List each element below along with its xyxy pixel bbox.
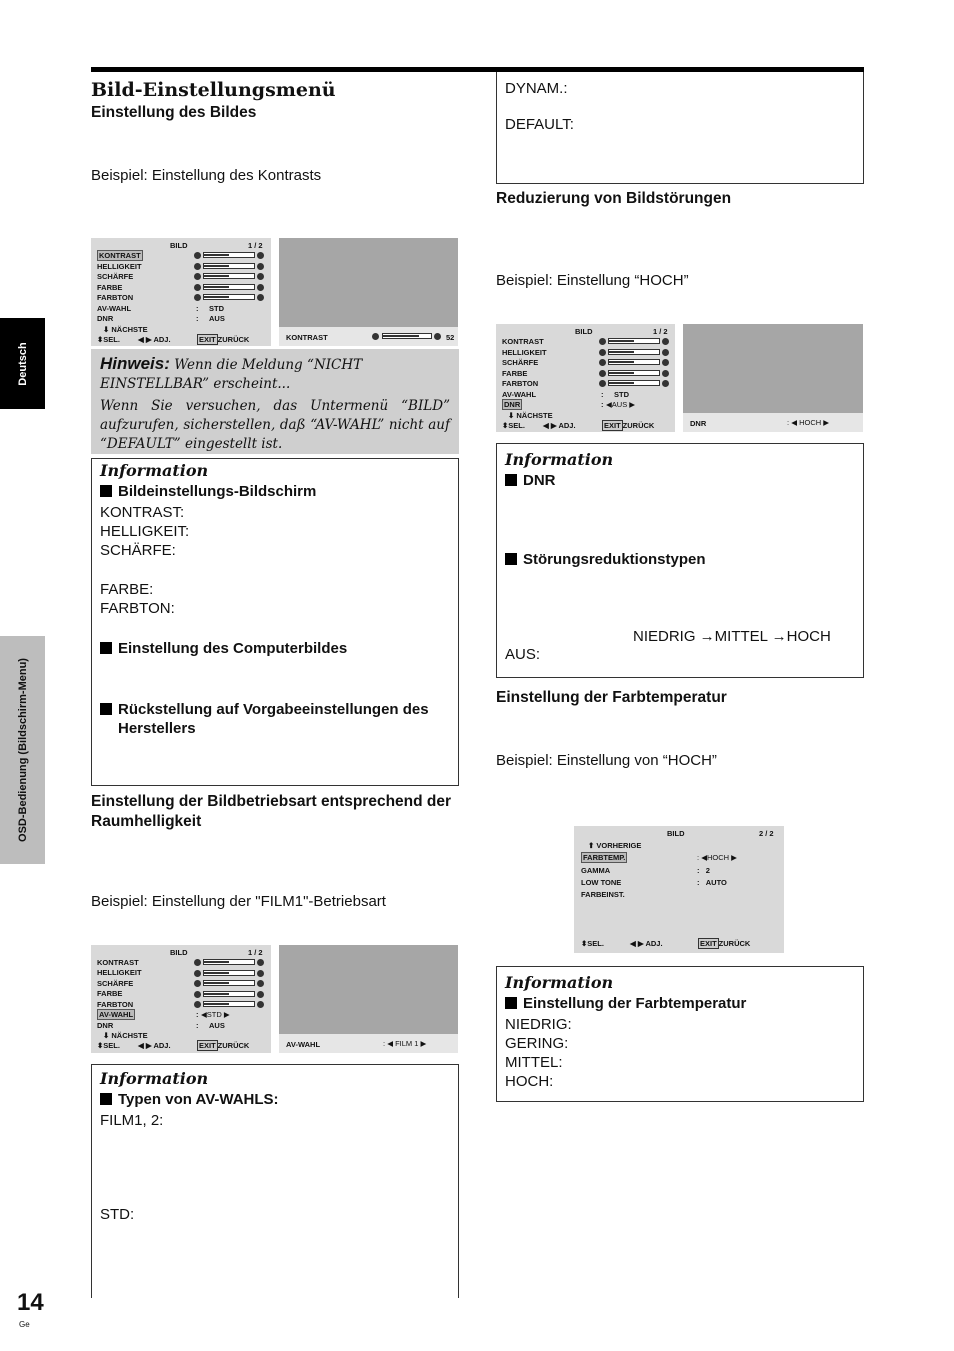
gamma-value: 2 [705, 866, 710, 875]
prev-label: VORHERIGE [596, 841, 642, 850]
leftright-icon: ◀ ▶ [543, 421, 559, 430]
info-heading: Einstellung des Computerbildes [118, 640, 348, 657]
page-title: Bild-Einstellungsmenü [91, 79, 336, 101]
menu-item: FARBE [502, 369, 528, 378]
back-label: ZURÜCK [718, 939, 751, 948]
hinweis-note [91, 349, 459, 454]
bullet-square-icon [505, 474, 517, 486]
dnr-value: AUS [209, 314, 225, 323]
info-heading: Einstellung der Farbtemperatur [523, 995, 747, 1012]
next-label: NÄCHSTE [111, 1031, 148, 1040]
default-label: DEFAULT: [505, 116, 574, 133]
info-item: MITTEL: [505, 1054, 563, 1071]
minus-icon [194, 980, 201, 987]
example-hoch: Beispiel: Einstellung “HOCH” [496, 272, 689, 289]
menu-item: DNR [504, 400, 521, 409]
info-item: FARBE: [100, 581, 154, 598]
info-item: NIEDRIG: [505, 1016, 572, 1033]
menu-title: BILD [667, 829, 685, 838]
menu-item: SCHÄRFE [97, 272, 134, 281]
info-heading: Typen von AV-WAHLS: [118, 1091, 279, 1108]
updown-icon: ⬍ [97, 335, 104, 344]
menu-page: 1 / 2 [248, 241, 263, 250]
menu-item: SCHÄRFE [97, 979, 134, 988]
menu-colon: : [196, 304, 199, 313]
slider-fill [609, 382, 634, 384]
dnr-value: AUS [209, 1021, 225, 1030]
minus-icon [194, 970, 201, 977]
menu-item: AV-WAHL [99, 1010, 134, 1019]
colon: : [787, 418, 790, 427]
info-title: Information [505, 450, 614, 469]
down-arrow-icon: ⬇ [103, 325, 112, 334]
menu-item: KONTRAST [97, 958, 139, 967]
osd-menu-avwahl [91, 945, 271, 1053]
menu-page: 2 / 2 [759, 829, 774, 838]
minus-icon [599, 349, 606, 356]
plus-icon [662, 359, 669, 366]
bullet-square-icon [100, 642, 112, 654]
slider-fill [204, 1003, 229, 1005]
hinweis-line1: Wenn die Meldung “NICHT EINSTELLBAR” erscheint... [100, 357, 363, 392]
slider-fill [204, 265, 229, 267]
menu-item: HELLIGKEIT [97, 262, 142, 271]
menu-item: FARBE [97, 283, 123, 292]
plus-icon [257, 263, 264, 270]
minus-icon [194, 959, 201, 966]
info-box-dnr [496, 443, 864, 678]
adj-label: ADJ. [645, 939, 663, 948]
info-title: Information [505, 973, 614, 992]
plus-icon [662, 349, 669, 356]
minus-icon [372, 333, 379, 340]
info-title: Information [100, 1069, 209, 1088]
info-heading: Rückstellung auf Vorgabeeinstellungen des Herstellers [118, 701, 429, 737]
example-kontrast: Beispiel: Einstellung des Kontrasts [91, 167, 322, 184]
av-wahl-label: AV-WAHL [286, 1040, 321, 1049]
info-box-avwahl [91, 1064, 459, 1298]
back-label: ZURÜCK [217, 335, 250, 344]
plus-icon [257, 959, 264, 966]
example-farbtemp: Beispiel: Einstellung von “HOCH” [496, 752, 717, 769]
plus-icon [257, 970, 264, 977]
info-heading: Bildeinstellungs-Bildschirm [118, 483, 317, 500]
slider-fill [204, 286, 229, 288]
slider-fill [609, 351, 634, 353]
page-number: 14 [17, 1289, 44, 1316]
exit-label: EXIT [700, 939, 717, 948]
av-wahl-value: STD [614, 390, 629, 399]
slider-bar [203, 263, 255, 269]
dynam-default-box [496, 72, 864, 184]
sel-label: SEL. [103, 335, 120, 344]
bullet-square-icon [100, 485, 112, 497]
right-arrow-icon: ▶ [729, 853, 737, 862]
plus-icon [257, 991, 264, 998]
subheading-bildstoerungen: Reduzierung von Bildstörungen [496, 190, 732, 207]
left-arrow-icon: ◀ [701, 853, 707, 862]
kontrast-label: KONTRAST [286, 333, 328, 342]
slider-fill [204, 972, 229, 974]
sel-label: SEL. [103, 1041, 120, 1050]
menu-item: HELLIGKEIT [502, 348, 547, 357]
exit-label: EXIT [604, 421, 621, 430]
updown-icon: ⬍ [581, 939, 588, 948]
slider-fill [204, 982, 229, 984]
info-box-farbtemperatur [496, 966, 864, 1102]
left-arrow-icon: ◀ [606, 400, 612, 409]
minus-icon [194, 991, 201, 998]
menu-title: BILD [170, 948, 188, 957]
plus-icon [257, 252, 264, 259]
hinweis-line2: Wenn Sie versuchen, das Untermenü “BILD” aufzurufen, sicherstellen, daß “AV-WAHL” nicht auf “DEFAULT” eingestellt ist. [100, 398, 450, 452]
menu-item: FARBTON [97, 1000, 134, 1009]
adj-label: ADJ. [153, 335, 171, 344]
menu-item: SCHÄRFE [502, 358, 539, 367]
colon: : [697, 866, 700, 875]
leftright-icon: ◀ ▶ [138, 335, 154, 344]
info-item: SCHÄRFE: [100, 542, 176, 559]
plus-icon [257, 1001, 264, 1008]
right-arrow-icon: ▶ [627, 400, 636, 409]
screen-dnr [683, 324, 863, 432]
menu-item: DNR [97, 1021, 114, 1030]
menu-title: BILD [575, 327, 593, 336]
minus-icon [599, 338, 606, 345]
menu-item: FARBEINST. [581, 890, 625, 899]
slider-bar [608, 338, 660, 344]
slider-fill [609, 340, 634, 342]
up-arrow-icon: ⬆ [588, 841, 597, 850]
minus-icon [599, 380, 606, 387]
bullet-square-icon [100, 1093, 112, 1105]
slider-bar [203, 252, 255, 258]
lang-code: Ge [19, 1320, 30, 1329]
info-item: FARBTON: [100, 600, 175, 617]
menu-item: KONTRAST [502, 337, 544, 346]
minus-icon [194, 294, 201, 301]
info-title: Information [100, 461, 209, 480]
menu-item: GAMMA [581, 866, 611, 875]
next-label: NÄCHSTE [516, 411, 553, 420]
plus-icon [257, 273, 264, 280]
av-wahl-value: STD [206, 1010, 222, 1019]
minus-icon [194, 284, 201, 291]
next-label: NÄCHSTE [111, 325, 148, 334]
slider-fill [204, 296, 229, 298]
plus-icon [662, 338, 669, 345]
info-heading: Störungsreduktionstypen [523, 551, 706, 568]
down-arrow-icon: ⬇ [508, 411, 517, 420]
menu-item: FARBE [97, 989, 123, 998]
menu-item: FARBTEMP. [583, 853, 626, 862]
minus-icon [194, 263, 201, 270]
info-item: FILM1, 2: [100, 1112, 164, 1129]
dnr-screen-value: HOCH [799, 418, 822, 427]
left-arrow-icon: ◀ [791, 418, 797, 427]
osd-menu-kontrast [91, 238, 271, 346]
plus-icon [662, 380, 669, 387]
left-arrow-icon: ◀ [201, 1010, 207, 1019]
info-item: KONTRAST: [100, 504, 185, 521]
menu-colon: : [196, 1010, 199, 1019]
slider-bar [203, 294, 255, 300]
kontrast-fill [383, 335, 419, 337]
slider-fill [609, 361, 634, 363]
bullet-square-icon [100, 703, 112, 715]
slider-fill [204, 961, 229, 963]
colon: : [383, 1039, 386, 1048]
menu-item: LOW TONE [581, 878, 622, 887]
av-screen-value: FILM 1 [395, 1039, 419, 1048]
exit-label: EXIT [199, 335, 216, 344]
osd-menu-page2 [574, 826, 784, 953]
slider-bar [608, 359, 660, 365]
subheading-betriebsart: Einstellung der Bildbetriebsart entsprechend der Raumhelligkeit [91, 793, 452, 830]
slider-bar [203, 959, 255, 965]
info-box-bildeinstellung [91, 458, 459, 786]
adj-label: ADJ. [153, 1041, 171, 1050]
leftright-icon: ◀ ▶ [630, 939, 646, 948]
plus-icon [257, 980, 264, 987]
slider-bar [203, 284, 255, 290]
plus-icon [662, 370, 669, 377]
plus-icon [257, 294, 264, 301]
info-item: HELLIGKEIT: [100, 523, 190, 540]
info-item: STD: [100, 1206, 135, 1223]
colon: : [697, 878, 700, 887]
menu-item: FARBTON [97, 293, 134, 302]
exit-label: EXIT [199, 1041, 216, 1050]
right-arrow-icon: ▶ [221, 1010, 230, 1019]
slider-bar [608, 349, 660, 355]
menu-page: 1 / 2 [248, 948, 263, 957]
colon: : [697, 853, 700, 862]
screen-avwahl [279, 945, 458, 1053]
plus-icon [434, 333, 441, 340]
down-arrow-icon: ⬇ [103, 1031, 112, 1040]
slider-fill [204, 275, 229, 277]
plus-icon [257, 284, 264, 291]
slider-bar [203, 991, 255, 997]
av-wahl-value: STD [209, 304, 224, 313]
menu-colon: : [601, 390, 604, 399]
back-label: ZURÜCK [622, 421, 655, 430]
adj-label: ADJ. [558, 421, 576, 430]
back-label: ZURÜCK [217, 1041, 250, 1050]
minus-icon [194, 273, 201, 280]
menu-item: KONTRAST [99, 251, 141, 260]
farbtemp-value: HOCH [706, 853, 730, 862]
screen-kontrast [279, 238, 458, 346]
slider-bar [608, 380, 660, 386]
menu-colon: : [196, 314, 199, 323]
info-heading: DNR [523, 472, 556, 489]
menu-item: DNR [97, 314, 114, 323]
menu-page: 1 / 2 [653, 327, 668, 336]
sel-label: SEL. [587, 939, 604, 948]
info-item: HOCH: [505, 1073, 554, 1090]
subheading-bildeinstellung: Einstellung des Bildes [91, 104, 257, 121]
menu-item: AV-WAHL [502, 390, 537, 399]
slider-bar [203, 980, 255, 986]
slider-bar [203, 1001, 255, 1007]
menu-title: BILD [170, 241, 188, 250]
sel-label: SEL. [508, 421, 525, 430]
dnr-label: DNR [690, 419, 707, 428]
menu-colon: : [601, 400, 604, 409]
updown-icon: ⬍ [97, 1041, 104, 1050]
menu-item: HELLIGKEIT [97, 968, 142, 977]
left-arrow-icon: ◀ [387, 1039, 393, 1048]
minus-icon [599, 370, 606, 377]
minus-icon [194, 252, 201, 259]
dnr-sequence: NIEDRIG →MITTEL →HOCH [633, 628, 831, 645]
slider-fill [204, 254, 229, 256]
info-item: GERING: [505, 1035, 569, 1052]
osd-menu-dnr [496, 324, 675, 432]
slider-fill [609, 372, 634, 374]
section-tab: OSD-Bedienung (Bildschirm-Menu) [0, 636, 45, 864]
aus-label: AUS: [505, 646, 541, 663]
dnr-value: AUS [611, 400, 628, 409]
menu-colon: : [196, 1021, 199, 1030]
example-film1: Beispiel: Einstellung der "FILM1"-Betriebsart [91, 893, 386, 910]
slider-bar [203, 273, 255, 279]
updown-icon: ⬍ [502, 421, 509, 430]
leftright-icon: ◀ ▶ [138, 1041, 154, 1050]
slider-bar [608, 370, 660, 376]
slider-bar [203, 970, 255, 976]
hinweis-label: Hinweis: [100, 354, 170, 373]
kontrast-value: 52 [446, 333, 455, 342]
minus-icon [599, 359, 606, 366]
menu-item: FARBTON [502, 379, 539, 388]
subheading-farbtemperatur: Einstellung der Farbtemperatur [496, 689, 727, 706]
slider-fill [204, 993, 229, 995]
minus-icon [194, 1001, 201, 1008]
dynam-label: DYNAM.: [505, 80, 568, 97]
bullet-square-icon [505, 553, 517, 565]
right-arrow-icon: ▶ [420, 1039, 427, 1048]
kontrast-bar [382, 333, 432, 339]
right-arrow-icon: ▶ [823, 418, 830, 427]
menu-item: AV-WAHL [97, 304, 132, 313]
language-tab: Deutsch [0, 318, 45, 409]
bullet-square-icon [505, 997, 517, 1009]
lowtone-value: AUTO [705, 878, 727, 887]
